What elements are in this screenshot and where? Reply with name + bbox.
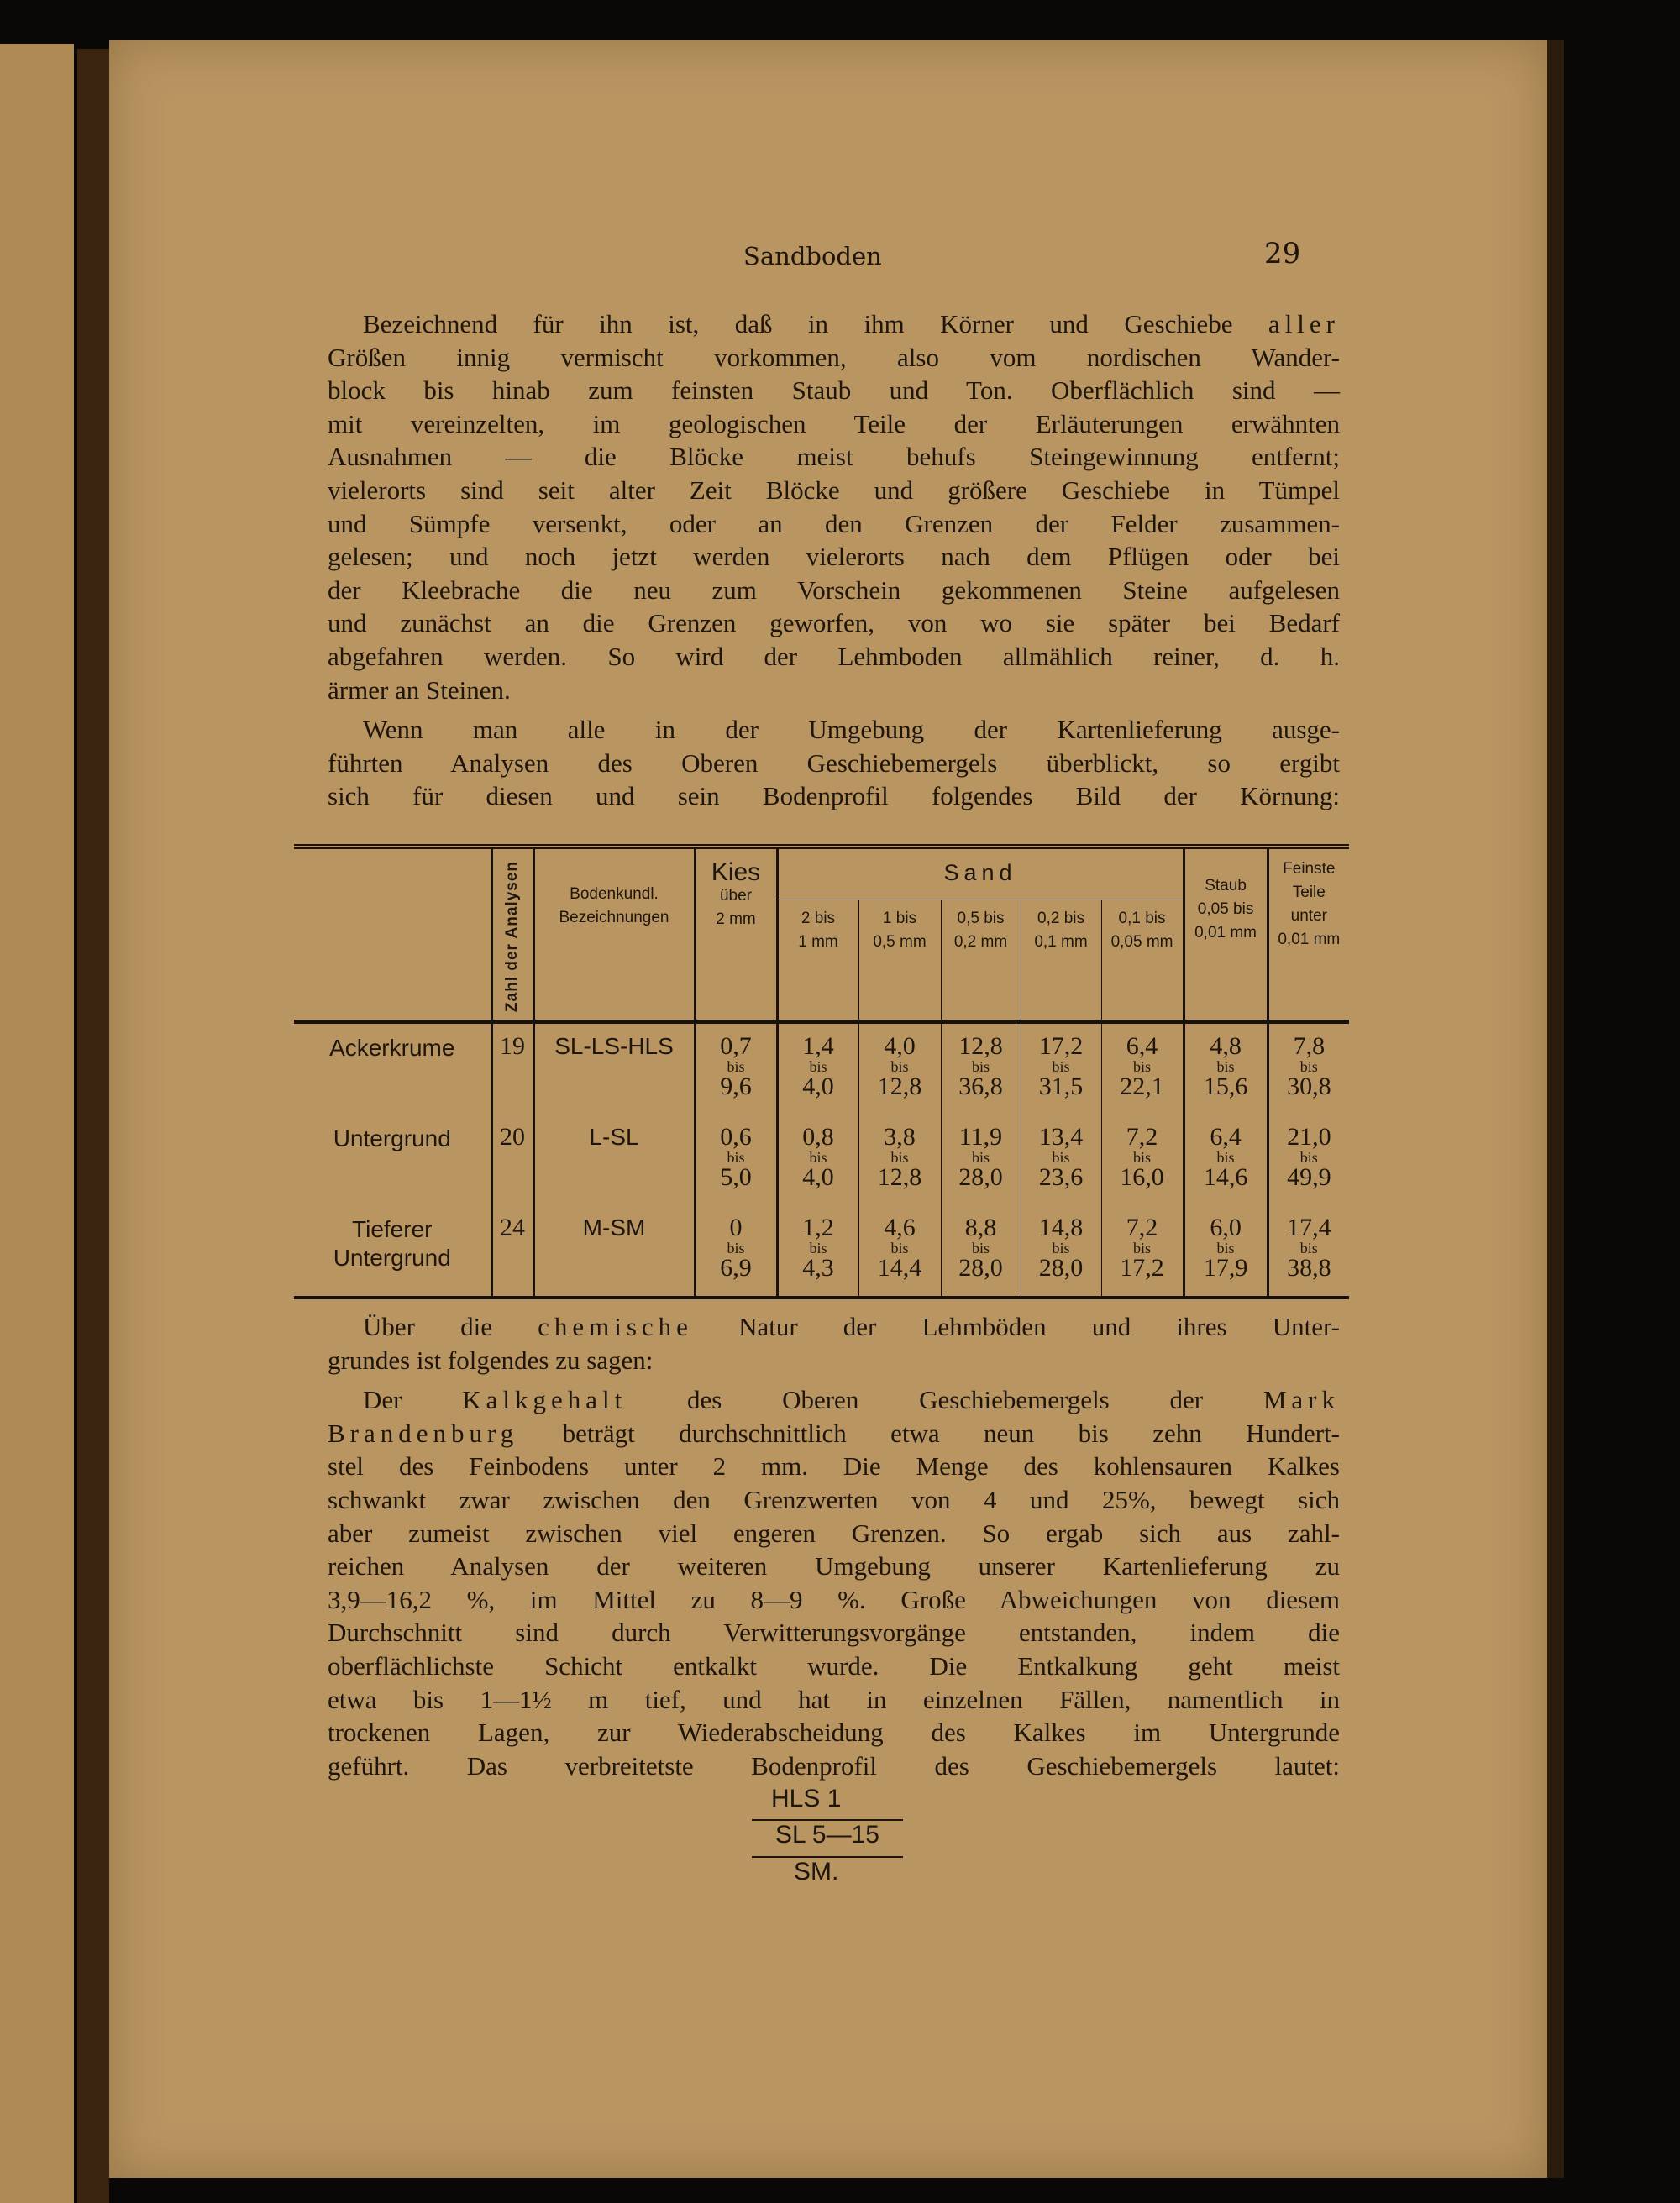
text-segment: geführt. Das verbreitetste Bodenprofil des Geschiebemergels lautet: xyxy=(328,1750,1340,1781)
text-segment: führten Analysen des Oberen Geschiebemergels überblickt, so ergibt xyxy=(328,747,1340,778)
text-line xyxy=(328,747,1340,779)
text-line xyxy=(363,1310,1340,1343)
text-line xyxy=(328,540,1340,573)
range-cell: 17,2 bis 31,5 xyxy=(1021,1021,1101,1115)
text-segment: des Oberen Geschiebemergels der xyxy=(627,1385,1263,1415)
range-cell: 21,0 bis 49,9 xyxy=(1268,1115,1349,1205)
profile-formula-line1: HLS 1 xyxy=(771,1785,842,1812)
text-line xyxy=(328,440,1340,473)
header-sand-fraction: 1 bis 0,5 mm xyxy=(858,900,941,1022)
range-cell: 8,8 bis 28,0 xyxy=(941,1205,1021,1298)
page-edge-shadow xyxy=(1547,40,1564,2178)
text-line xyxy=(328,640,1340,673)
text-line xyxy=(363,1383,1340,1416)
text-line xyxy=(328,474,1340,506)
text-line xyxy=(328,1483,1340,1516)
book-gutter xyxy=(77,49,109,2203)
text-line xyxy=(328,1583,1340,1616)
table-row xyxy=(294,1021,1349,1115)
range-cell: 7,2 bis 17,2 xyxy=(1101,1205,1184,1298)
text-segment: etwa bis 1—1½ m tief, und hat in einzelnen Fällen, namentlich in xyxy=(328,1684,1340,1714)
text-line xyxy=(328,374,1340,407)
text-line xyxy=(363,713,1340,746)
text-segment: Bezeichnend für ihn ist, daß in ihm Körner und Geschiebe xyxy=(363,309,1268,338)
range-cell: 7,2 bis 16,0 xyxy=(1101,1115,1184,1205)
row-label: Ackerkrume xyxy=(329,1034,455,1061)
text-line xyxy=(328,674,1340,706)
text-segment: vielerorts sind seit alter Zeit Blöcke und größere Geschiebe in Tümpel xyxy=(328,475,1340,505)
text-line xyxy=(328,1517,1340,1550)
text-line xyxy=(328,606,1340,639)
range-cell: 6,0 bis 17,9 xyxy=(1184,1205,1268,1298)
range-cell: 0,6 bis 5,0 xyxy=(695,1115,777,1205)
range-cell: 0,8 bis 4,0 xyxy=(777,1115,858,1205)
header-count: Zahl der Analysen xyxy=(491,847,533,1021)
emphasized-word: Kalkgehalt xyxy=(462,1385,627,1415)
soil-designation: SL-LS-HLS xyxy=(533,1021,695,1115)
grain-size-table xyxy=(294,844,1349,1299)
text-line xyxy=(328,779,1340,812)
text-segment: gelesen; und noch jetzt werden vielerorts nach dem Pflügen oder bei xyxy=(328,542,1340,572)
analysis-count: 20 xyxy=(491,1115,533,1205)
range-cell: 7,8 bis 30,8 xyxy=(1268,1021,1349,1115)
range-cell: 0,7 bis 9,6 xyxy=(695,1021,777,1115)
emphasized-word: chemische xyxy=(538,1312,693,1341)
table-row xyxy=(294,1115,1349,1205)
emphasized-word: aller xyxy=(1268,309,1340,338)
page-number: 29 xyxy=(1264,237,1301,270)
text-segment: abgefahren werden. So wird der Lehmboden allmählich reiner, d. h. xyxy=(328,642,1340,671)
text-segment: block bis hinab zum feinsten Staub und Ton. Oberflächlich sind — xyxy=(328,375,1340,406)
range-cell: 1,4 bis 4,0 xyxy=(777,1021,858,1115)
header-blank xyxy=(294,847,491,1021)
text-segment: Ausnahmen — die Blöcke meist behufs Steingewinnung entfernt; xyxy=(328,442,1340,472)
range-cell: 11,9 bis 28,0 xyxy=(941,1115,1021,1205)
text-segment: der Kleebrache die neu zum Vorschein gekommenen Steine aufgelesen xyxy=(328,574,1340,605)
text-line xyxy=(328,1417,1340,1450)
text-segment: Wenn man alle in der Umgebung der Kartenlieferung ausge- xyxy=(363,715,1340,745)
text-line xyxy=(328,1749,1340,1782)
text-line xyxy=(363,307,1340,340)
header-sand-fraction: 0,2 bis 0,1 mm xyxy=(1021,900,1101,1022)
text-line xyxy=(328,1650,1340,1682)
text-line xyxy=(328,507,1340,540)
analysis-count: 24 xyxy=(491,1205,533,1298)
range-cell: 0 bis 6,9 xyxy=(695,1205,777,1298)
soil-designation: L-SL xyxy=(533,1115,695,1205)
range-cell: 6,4 bis 14,6 xyxy=(1184,1115,1268,1205)
analysis-count: 19 xyxy=(491,1021,533,1115)
text-segment: mit vereinzelten, im geologischen Teile der Erläuterungen erwähnten xyxy=(328,408,1340,438)
header-designation: Bodenkundl. Bezeichnungen xyxy=(533,847,695,1021)
text-line xyxy=(328,1716,1340,1749)
text-segment: und Sümpfe versenkt, oder an den Grenzen der Felder zusammen- xyxy=(328,508,1340,538)
previous-page-edge xyxy=(0,44,74,2203)
text-line xyxy=(328,1450,1340,1482)
range-cell: 4,0 bis 12,8 xyxy=(858,1021,941,1115)
table-row xyxy=(294,1205,1349,1298)
header-sand-fraction: 2 bis 1 mm xyxy=(777,900,858,1022)
range-cell: 17,4 bis 38,8 xyxy=(1268,1205,1349,1298)
text-segment: schwankt zwar zwischen den Grenzwerten von 4 und 25%, bewegt sich xyxy=(328,1485,1340,1514)
emphasized-word: Brandenburg xyxy=(328,1418,519,1448)
text-segment: trockenen Lagen, zur Wiederabscheidung des Kalkes im Untergrunde xyxy=(328,1718,1340,1748)
range-cell: 4,6 bis 14,4 xyxy=(858,1205,941,1298)
text-line xyxy=(328,1683,1340,1716)
profile-formula-line3: SM. xyxy=(752,1856,903,1886)
header-kies: Kies über 2 mm xyxy=(695,847,777,1021)
text-segment: 3,9—16,2 %, im Mittel zu 8—9 %. Große Abweichungen von diesem xyxy=(328,1584,1340,1614)
text-line xyxy=(328,1344,1340,1377)
text-segment: oberflächlichste Schicht entkalkt wurde. Die Entkalkung geht meist xyxy=(328,1651,1340,1681)
range-cell: 6,4 bis 22,1 xyxy=(1101,1021,1184,1115)
header-sand: Sand xyxy=(777,847,1184,900)
running-title: Sandboden xyxy=(743,242,882,270)
row-label: Tieferer Untergrund xyxy=(333,1215,451,1271)
text-segment: aber zumeist zwischen viel engeren Grenzen. So ergab sich aus zahl- xyxy=(328,1518,1340,1548)
emphasized-word: Mark xyxy=(1263,1385,1340,1415)
range-cell: 13,4 bis 23,6 xyxy=(1021,1115,1101,1205)
text-segment: beträgt durchschnittlich etwa neun bis zehn Hundert- xyxy=(518,1418,1340,1448)
text-line xyxy=(328,341,1340,374)
text-segment: ärmer an Steinen. xyxy=(328,674,511,705)
text-line xyxy=(328,574,1340,606)
range-cell: 14,8 bis 28,0 xyxy=(1021,1205,1101,1298)
header-staub: Staub 0,05 bis 0,01 mm xyxy=(1184,847,1268,1021)
text-segment: reichen Analysen der weiteren Umgebung unserer Kartenlieferung zu xyxy=(328,1551,1340,1581)
header-sand-fraction: 0,1 bis 0,05 mm xyxy=(1101,900,1184,1022)
text-segment: Der xyxy=(363,1385,463,1415)
row-label: Untergrund xyxy=(333,1125,451,1151)
text-segment: Über die xyxy=(363,1312,538,1341)
text-segment: sich für diesen und sein Bodenprofil folgendes Bild der Körnung: xyxy=(328,781,1340,811)
soil-designation: M-SM xyxy=(533,1205,695,1298)
profile-formula-line2: SL 5—15 xyxy=(752,1819,903,1849)
text-segment: Natur der Lehmböden und ihres Unter- xyxy=(692,1312,1340,1341)
text-segment: stel des Feinbodens unter 2 mm. Die Menge des kohlensauren Kalkes xyxy=(328,1451,1340,1482)
text-segment: Größen innig vermischt vorkommen, also vom nordischen Wander- xyxy=(328,342,1340,372)
text-line xyxy=(328,407,1340,440)
text-line xyxy=(328,1616,1340,1649)
text-segment: und zunächst an die Grenzen geworfen, von wo sie später bei Bedarf xyxy=(328,608,1340,638)
range-cell: 1,2 bis 4,3 xyxy=(777,1205,858,1298)
range-cell: 4,8 bis 15,6 xyxy=(1184,1021,1268,1115)
text-segment: grundes ist folgendes zu sagen: xyxy=(328,1345,654,1375)
text-segment: Durchschnitt sind durch Verwitterungsvorgänge entstanden, indem die xyxy=(328,1618,1340,1648)
range-cell: 12,8 bis 36,8 xyxy=(941,1021,1021,1115)
range-cell: 3,8 bis 12,8 xyxy=(858,1115,941,1205)
text-line xyxy=(328,1550,1340,1582)
header-feinste: Feinste Teile unter 0,01 mm xyxy=(1268,847,1349,1021)
header-sand-fraction: 0,5 bis 0,2 mm xyxy=(941,900,1021,1022)
